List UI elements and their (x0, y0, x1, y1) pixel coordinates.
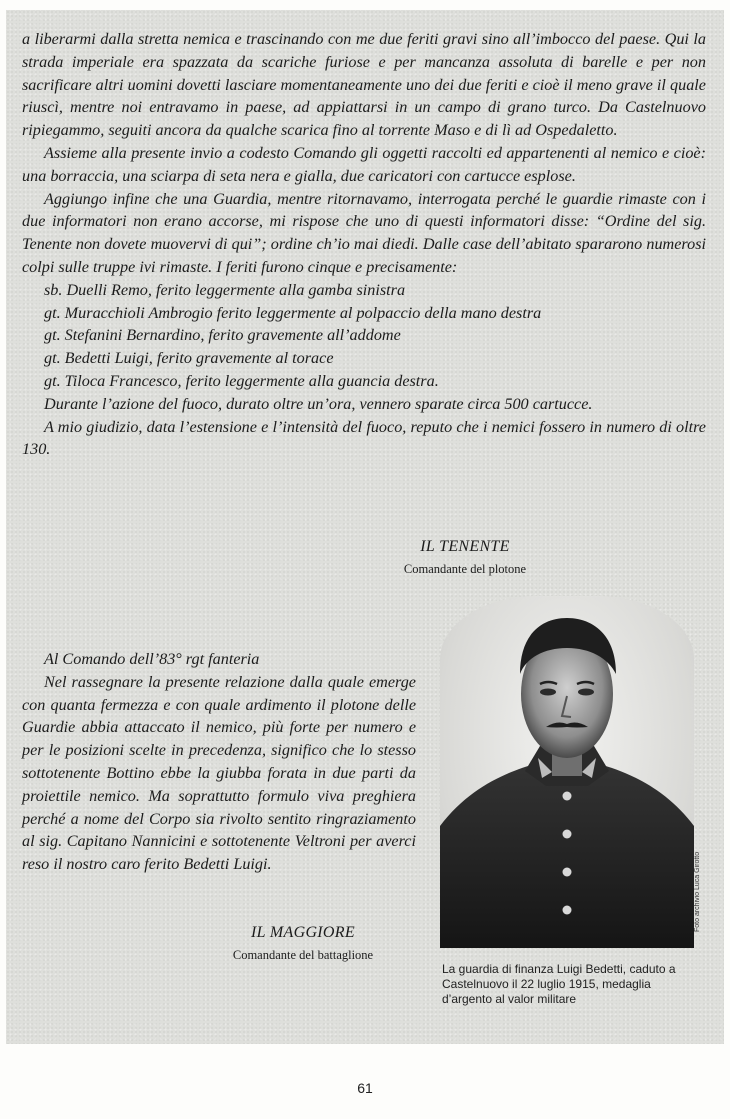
signature-rank: IL MAGGIORE (251, 924, 355, 941)
signature-role: Comandante del battaglione (232, 948, 374, 962)
report-text (22, 28, 706, 461)
paragraph: Assieme alla presente invio a codesto Comando gli oggetti raccolti ed appartenenti al nemico e cioè: una borraccia, una sciarpa di seta nera e gialla, due caricatori con cartucce esplose. (22, 143, 706, 185)
signature-role: Comandante del plotone (403, 562, 527, 576)
wounded-item: gt. Muracchioli Ambrogio ferito leggermente al polpaccio della mano destra (44, 303, 542, 322)
signature-maggiore (206, 924, 400, 963)
wounded-item: gt. Stefanini Bernardino, ferito gravemente all’addome (44, 326, 401, 345)
photo-credit: Foto archivio Luca Girotto (694, 851, 701, 932)
wounded-item: sb. Duelli Remo, ferito leggermente alla gamba sinistra (44, 280, 406, 299)
address-line: Al Comando dell’83° rgt fanteria (44, 650, 260, 668)
photo-caption: La guardia di finanza Luigi Bedetti, caduto a Castelnuovo il 22 luglio 1915, medaglia d’argento al valor militare (442, 962, 676, 1006)
paragraph: A mio giudizio, data l’estensione e l’intensità del fuoco, reputo che i nemici fossero in numero di oltre 130. (22, 417, 706, 459)
endorsement-text (22, 648, 416, 876)
paragraph: Durante l’azione del fuoco, durato oltre un’ora, vennero sparate circa 500 cartucce. (44, 394, 593, 413)
paragraph: Aggiungo infine che una Guardia, mentre ritornavamo, interrogata perché le guardie rimaste con i due informatori non erano accorse, mi rispose che uno di questi informatori disse: “Ordine del sig. Tenente non dovete muovervi di qui”; ordine ch’io mai diedi. Dalle case dell’abitato spararono numerosi colpi sulle truppe ivi rimaste. I feriti furono cinque e precisamente: (22, 189, 706, 276)
wounded-item: gt. Tiloca Francesco, ferito leggermente alla guancia destra. (44, 371, 439, 390)
signature-tenente (370, 538, 560, 577)
paragraph: a liberarmi dalla stretta nemica e trascinando con me due feriti gravi sino all’imbocco del paese. Qui la strada imperiale era spazzata da scariche furiose e per mancanza assoluta di barelle e per non sacrificare altri uomini dovetti lasciare momentaneamente uno dei due feriti e cioè il meno grave il quale riuscì, mentre noi entravamo in paese, ad appiattarsi in un campo di grano turco. Da Castelnuovo ripiegammo, seguiti ancora da qualche scarica fino al torrente Maso e di lì ad Ospedaletto. (22, 30, 706, 140)
wounded-item: gt. Bedetti Luigi, ferito gravemente al torace (44, 349, 334, 368)
page-number: 61 (357, 1080, 373, 1096)
paragraph: Nel rassegnare la presente relazione dalla quale emerge con quanta fermezza e con quale ardimento il plotone delle Guardie abbia attaccato il nemico, più forte per numero e per le posizioni scelte in precedenza, significo che lo stesso sottotenente Bottino ebbe la giubba forata in due parti da proiettile nemico. Ma soprattutto formulo viva preghiera perché a nome del Corpo sia rivolto sentito ringraziamento al sig. Capitano Nannicini e sottotenente Veltroni per averci reso il nostro caro ferito Bedetti Luigi. (22, 672, 416, 874)
signature-rank: IL TENENTE (420, 538, 510, 555)
portrait-photo (440, 596, 694, 948)
